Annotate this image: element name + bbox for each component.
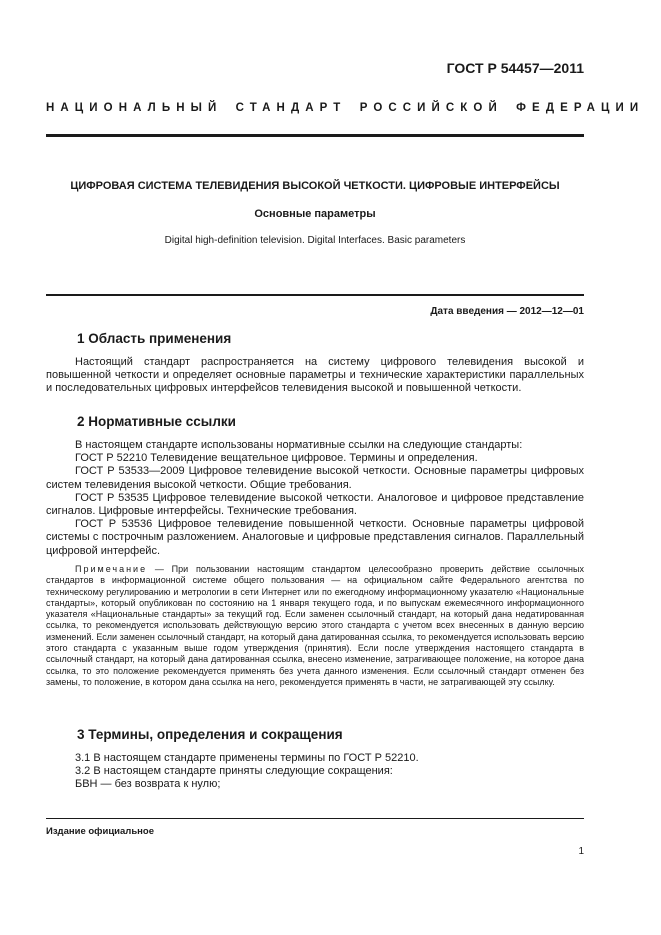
note-label: Примечание <box>75 564 148 574</box>
reference-item: ГОСТ Р 53536 Цифровое телевидение повышенной четкости. Основные параметры цифровой системы с построчным разложением. Аналоговые и цифровые представления сигналов. Параллельный цифровой интерфейс. <box>46 518 584 557</box>
english-title: Digital high-definition television. Digital Interfaces. Basic parameters <box>164 235 466 246</box>
introduction-date: Дата введения — 2012—12—01 <box>430 306 584 317</box>
section-3-item: 3.2 В настоящем стандарте приняты следующие сокращения: <box>75 765 393 778</box>
reference-item: ГОСТ Р 53533—2009 Цифровое телевидение высокой четкости. Основные параметры цифровых систем телевидения высокой четкости. Общие требования. <box>46 465 584 491</box>
section-2-heading: 2 Нормативные ссылки <box>77 414 236 429</box>
section-1-heading: 1 Область применения <box>77 331 232 346</box>
section-1-paragraph: Настоящий стандарт распространяется на систему цифрового телевидения высокой и повышенной четкости и определяет основные параметры и технические характеристики параллельных и последовательных цифровых интерфейсов телевидения высокой и повышенной четкости. <box>46 356 584 395</box>
page-number: 1 <box>578 846 584 857</box>
note-text: — При пользовании настоящим стандартом целесообразно проверить действие ссылочных стандартов в информационной системе общего пользования — на официальном сайте Федерального агентства по техническому регулированию и метрологии в сети Интернет или по ежегодному информационному указателю «Национальные стандарты», который опубликован по состоянию на 1 января текущего года, и по выпускам ежемесячного информационного указателя «Национальные стандарты» за текущий год. Если заменен ссылочный стандарт, на который дана недатированная ссылка, то рекомендуется использовать действующую версию этого стандарта с учетом всех внесенных в данную версию изменений. Если заменен ссылочный стандарт, на который дана датированная ссылка, то рекомендуется использовать версию этого стандарта с указанным выше годом утверждения (принятия). Если после утверждения настоящего стандарта в ссылочный стандарт, на который дана датированная ссылка, внесено изменение, затрагивающее положение, на которое дана ссылка, то это положение рекомендуется применять без учета данного изменения. Если ссылочный стандарт отменен без замены, то положение, в котором дана ссылка на него, рекомендуется применять в части, не затрагивающей эту ссылку. <box>46 564 584 687</box>
official-edition-label: Издание официальное <box>46 826 154 837</box>
top-divider <box>46 134 584 137</box>
section-3-item: 3.1 В настоящем стандарте применены термины по ГОСТ Р 52210. <box>75 752 419 764</box>
document-title: ЦИФРОВАЯ СИСТЕМА ТЕЛЕВИДЕНИЯ ВЫСОКОЙ ЧЕТКОСТИ. ЦИФРОВЫЕ ИНТЕРФЕЙСЫ <box>70 180 560 192</box>
reference-item: ГОСТ Р 52210 Телевидение вещательное цифровое. Термины и определения. <box>75 452 478 465</box>
reference-item: ГОСТ Р 53535 Цифровое телевидение высокой четкости. Аналоговое и цифровое представление сигналов. Цифровые интерфейсы. Технические требования. <box>46 491 584 518</box>
section-3-body <box>46 752 584 792</box>
title-divider <box>46 294 584 296</box>
section-2-body <box>46 439 584 558</box>
footer-divider <box>46 818 584 819</box>
section-1-body <box>46 356 584 396</box>
section-3-item: БВН — без возврата к нулю; <box>75 778 221 791</box>
references-note <box>46 564 584 688</box>
document-subtitle: Основные параметры <box>254 208 376 220</box>
document-number: ГОСТ Р 54457—2011 <box>446 60 584 76</box>
section-3-heading: 3 Термины, определения и сокращения <box>77 727 343 742</box>
references-intro: В настоящем стандарте использованы нормативные ссылки на следующие стандарты: <box>75 439 523 451</box>
national-standard-heading: НАЦИОНАЛЬНЫЙ СТАНДАРТ РОССИЙСКОЙ ФЕДЕРАЦИИ <box>46 102 645 114</box>
